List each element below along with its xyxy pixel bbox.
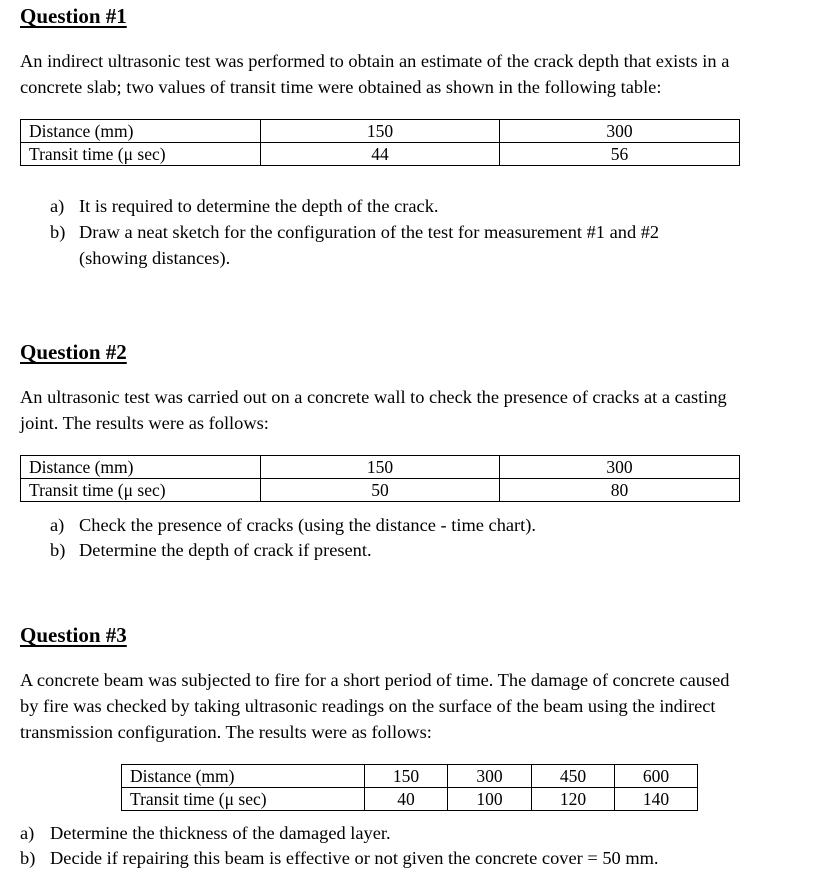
q1-item-a xyxy=(50,193,810,219)
q3-item-a-mark: a) xyxy=(20,823,35,843)
q3-item-b-text: Decide if repairing this beam is effective or not given the concrete cover = 50 mm. xyxy=(50,848,659,868)
q2-item-b xyxy=(50,537,810,563)
q1-item-b-text: Draw a neat sketch for the configuration of the test for measurement #1 and #2 xyxy=(79,222,660,242)
table-cell: 600 xyxy=(615,765,698,788)
q3-intro-line-2: by fire was checked by taking ultrasonic readings on the surface of the beam using the indirect xyxy=(20,696,716,716)
table-cell: 40 xyxy=(365,788,448,811)
q3-item-a xyxy=(20,820,820,846)
q2-item-b-text: Determine the depth of crack if present. xyxy=(79,540,372,560)
q3-row2-label: Transit time (μ sec) xyxy=(122,788,365,811)
q1-item-b xyxy=(50,219,810,271)
table-cell: 300 xyxy=(500,456,740,479)
q3-intro-line-3: transmission configuration. The results were as follows: xyxy=(20,722,432,742)
table-cell: 450 xyxy=(532,765,615,788)
table-cell: 120 xyxy=(532,788,615,811)
table-row xyxy=(21,143,740,166)
q2-intro xyxy=(20,384,727,436)
table-cell: 100 xyxy=(448,788,532,811)
table-row xyxy=(122,788,698,811)
q3-intro-line-1: A concrete beam was subjected to fire for a short period of time. The damage of concrete caused xyxy=(20,670,730,690)
table-cell: 80 xyxy=(500,479,740,502)
q2-row1-label: Distance (mm) xyxy=(21,456,261,479)
q2-item-a xyxy=(50,512,810,538)
table-row xyxy=(21,120,740,143)
q3-item-a-text: Determine the thickness of the damaged layer. xyxy=(50,823,391,843)
q1-item-b-continuation: (showing distances). xyxy=(79,248,231,268)
q3-intro xyxy=(20,667,729,745)
q2-item-a-text: Check the presence of cracks (using the distance - time chart). xyxy=(79,515,537,535)
table-row xyxy=(21,456,740,479)
table-cell: 50 xyxy=(261,479,500,502)
q1-item-b-mark: b) xyxy=(50,222,66,242)
q1-title: Question #1 xyxy=(20,4,127,28)
table-cell: 56 xyxy=(500,143,740,166)
table-cell: 150 xyxy=(261,456,500,479)
q2-title: Question #2 xyxy=(20,340,127,364)
q2-row2-label: Transit time (μ sec) xyxy=(21,479,261,502)
table-row xyxy=(21,479,740,502)
q1-item-a-text: It is required to determine the depth of the crack. xyxy=(79,196,439,216)
q1-intro-line-1: An indirect ultrasonic test was performed to obtain an estimate of the crack depth that exists in a xyxy=(20,51,730,71)
q1-row2-label: Transit time (μ sec) xyxy=(21,143,261,166)
q1-intro-line-2: concrete slab; two values of transit time were obtained as shown in the following table: xyxy=(20,77,662,97)
table-cell: 150 xyxy=(365,765,448,788)
q1-table xyxy=(20,119,740,166)
table-cell: 300 xyxy=(448,765,532,788)
table-cell: 140 xyxy=(615,788,698,811)
table-cell: 44 xyxy=(261,143,500,166)
q3-title: Question #3 xyxy=(20,623,127,647)
q1-intro xyxy=(20,48,729,100)
q3-table xyxy=(121,764,698,811)
table-cell: 300 xyxy=(500,120,740,143)
q3-row1-label: Distance (mm) xyxy=(122,765,365,788)
table-row xyxy=(122,765,698,788)
q2-intro-line-2: joint. The results were as follows: xyxy=(20,413,269,433)
table-cell: 150 xyxy=(261,120,500,143)
q2-item-b-mark: b) xyxy=(50,540,66,560)
q3-item-b-mark: b) xyxy=(20,848,36,868)
q2-intro-line-1: An ultrasonic test was carried out on a concrete wall to check the presence of cracks at a casting xyxy=(20,387,727,407)
q2-table xyxy=(20,455,740,502)
q1-row1-label: Distance (mm) xyxy=(21,120,261,143)
q3-item-b xyxy=(20,845,820,871)
q2-item-a-mark: a) xyxy=(50,515,65,535)
q1-item-a-mark: a) xyxy=(50,196,65,216)
